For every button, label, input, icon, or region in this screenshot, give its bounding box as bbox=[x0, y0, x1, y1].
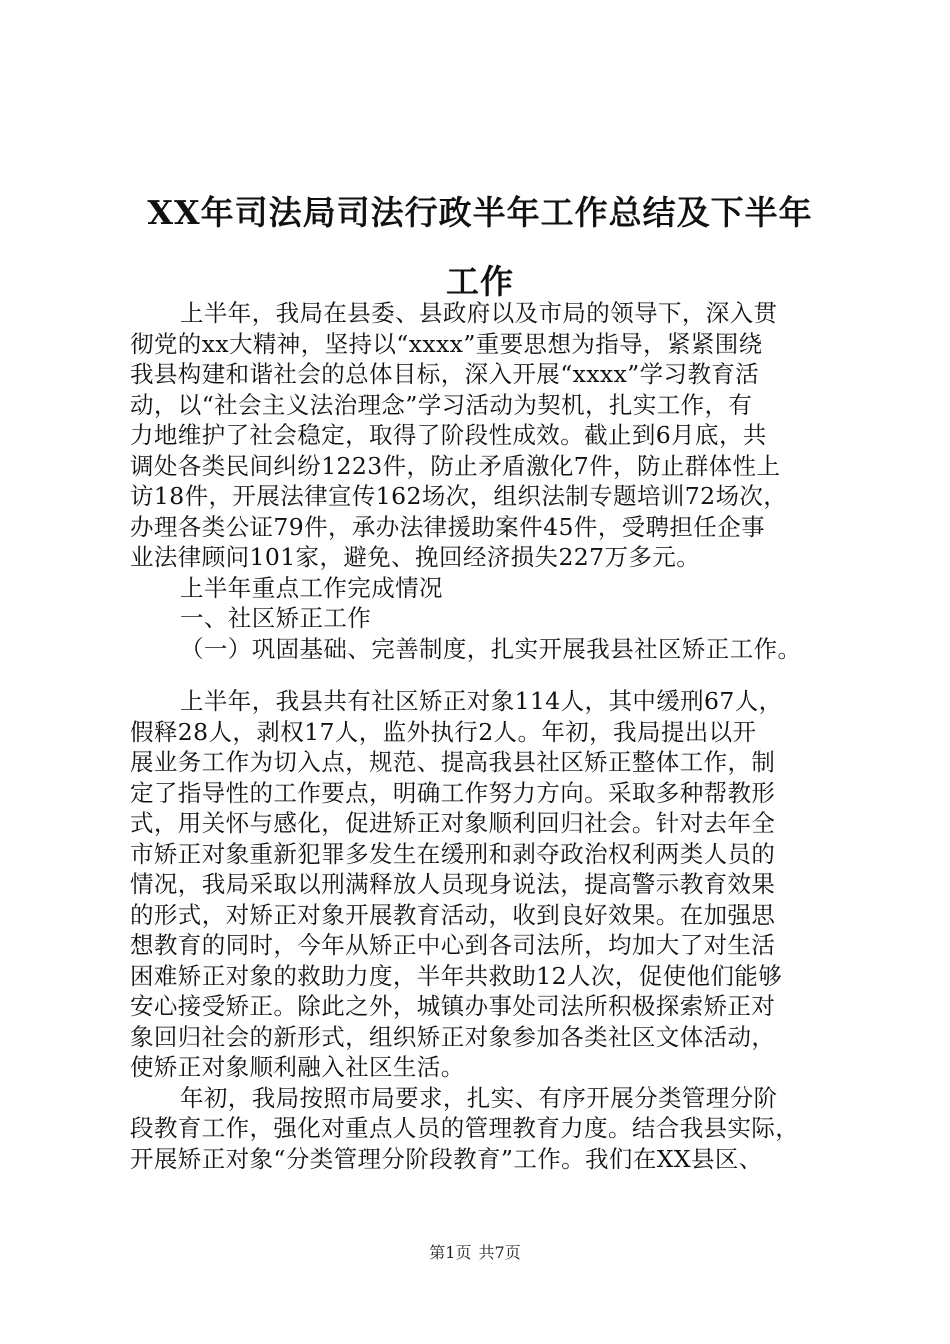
text-line: 动，以“社会主义法治理念”学习活动为契机，扎实工作，有 bbox=[130, 390, 753, 419]
text-line: 假释28人，剥权17人，监外执行2人。年初，我局提出以开 bbox=[130, 717, 757, 746]
text-line: 上半年，我局在县委、县政府以及市局的领导下，深入贯 bbox=[180, 299, 778, 327]
text-line: 上半年，我县共有社区矫正对象114人，其中缓刑67人， bbox=[180, 687, 783, 715]
paragraph-spacer bbox=[130, 664, 830, 686]
text-line: 定了指导性的工作要点，明确工作努力方向。采取多种帮教形 bbox=[130, 778, 776, 807]
subsection-heading: 一、社区矫正工作 bbox=[180, 604, 372, 632]
text-line: 的形式，对矫正对象开展教育活动，收到良好效果。在加强思 bbox=[130, 900, 776, 929]
text-line: 办理各类公证79件，承办法律援助案件45件，受聘担任企事 bbox=[130, 512, 766, 541]
title-line: XX年司法局司法行政半年工作总结及下半年 bbox=[147, 193, 813, 232]
title-line: 工作 bbox=[446, 262, 514, 301]
document-body bbox=[130, 298, 830, 1174]
text-line: 安心接受矫正。除此之外，城镇办事处司法所积极探索矫正对 bbox=[130, 992, 776, 1020]
text-line: 业法律顾问101家，避免、挽回经济损失227万多元。 bbox=[130, 543, 701, 571]
text-line: 市矫正对象重新犯罪多发生在缓刑和剥夺政治权利两类人员的 bbox=[130, 839, 776, 868]
text-line: 困难矫正对象的救助力度，半年共救助12人次，促使他们能够 bbox=[130, 961, 783, 990]
text-line: 象回归社会的新形式，组织矫正对象参加各类社区文体活动， bbox=[130, 1022, 776, 1051]
paragraph-correction bbox=[130, 686, 830, 1083]
text-line: 调处各类民间纠纷1223件，防止矛盾激化7件，防止群体性上 bbox=[130, 451, 781, 480]
text-line: 力地维护了社会稳定，取得了阶段性成效。截止到6月底，共 bbox=[130, 421, 767, 449]
subsection-title: （一）巩固基础、完善制度，扎实开展我县社区矫正工作。 bbox=[180, 634, 802, 663]
text-line: 彻党的xx大精神，坚持以“xxxx”重要思想为指导，紧紧围绕 bbox=[130, 329, 763, 358]
paragraph-classification bbox=[130, 1083, 830, 1175]
text-line: 开展矫正对象“分类管理分阶段教育”工作。我们在XX县区、 bbox=[130, 1144, 763, 1173]
paragraph-intro bbox=[130, 298, 830, 573]
text-line: 式，用关怀与感化，促进矫正对象顺利回归社会。针对去年全 bbox=[130, 809, 776, 837]
document-title bbox=[100, 178, 860, 316]
text-line: 情况，我局采取以刑满释放人员现身说法，提高警示教育效果 bbox=[130, 870, 776, 898]
text-line: 想教育的同时，今年从矫正中心到各司法所，均加大了对生活 bbox=[130, 931, 776, 959]
section-heading: 上半年重点工作完成情况 bbox=[180, 573, 443, 602]
text-line: 使矫正对象顺利融入社区生活。 bbox=[130, 1053, 465, 1081]
page-number-footer: 第1页 共7页 bbox=[429, 1243, 521, 1262]
text-line: 年初，我局按照市局要求，扎实、有序开展分类管理分阶 bbox=[180, 1083, 778, 1112]
text-line: 段教育工作，强化对重点人员的管理教育力度。结合我县实际， bbox=[130, 1114, 800, 1142]
text-line: 访18件，开展法律宣传162场次，组织法制专题培训72场次， bbox=[130, 482, 788, 510]
text-line: 展业务工作为切入点，规范、提高我县社区矫正整体工作，制 bbox=[130, 748, 776, 776]
text-line: 我县构建和谐社会的总体目标，深入开展“xxxx”学习教育活 bbox=[130, 360, 760, 388]
